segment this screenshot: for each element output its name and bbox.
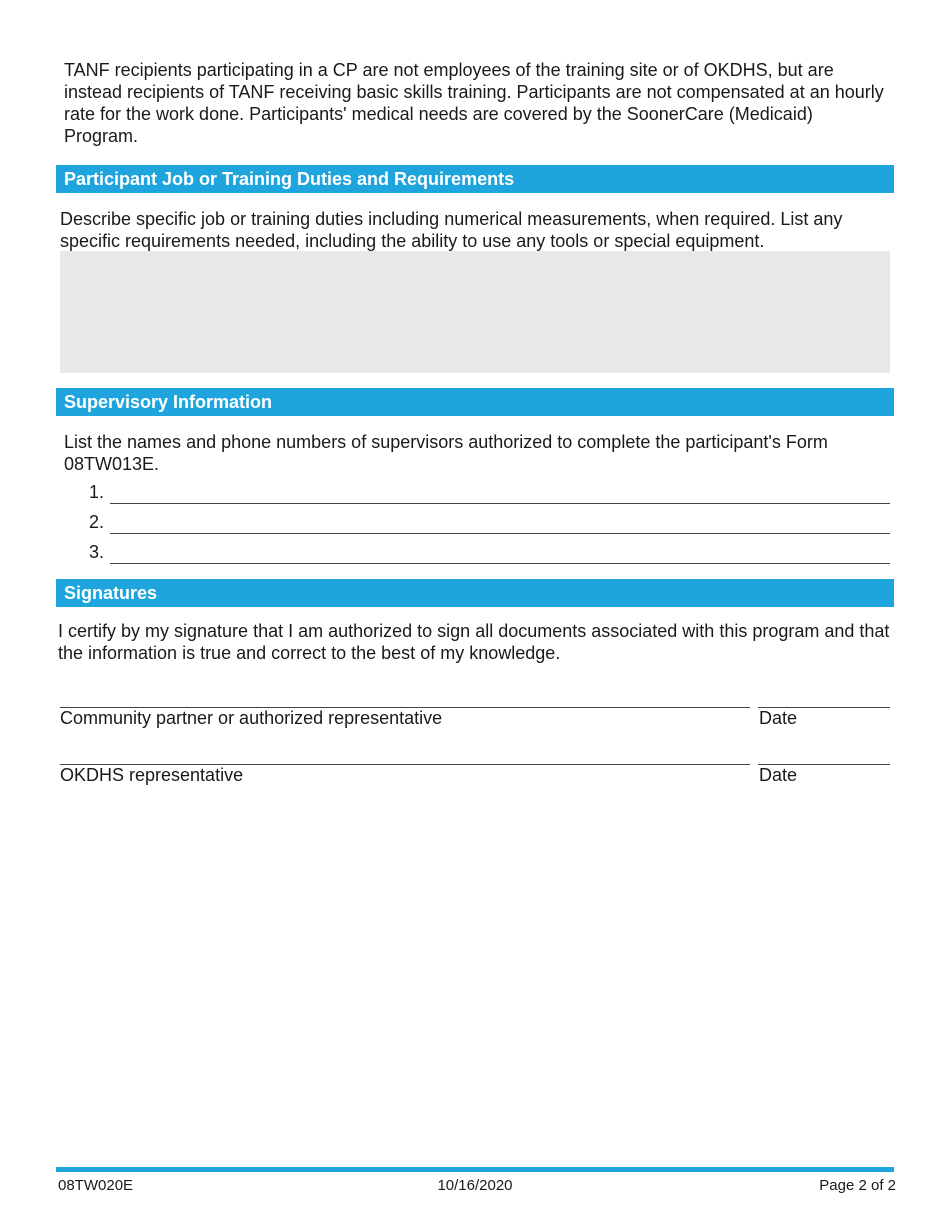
footer-divider: [56, 1167, 894, 1172]
duties-instructions: Describe specific job or training duties including numerical measurements, when required. List any specific requirements needed, including the ability to use any tools or special equipment.: [60, 209, 843, 251]
community-partner-date-label: Date: [759, 708, 798, 728]
footer-date: 10/16/2020: [437, 1177, 513, 1194]
supervisor-line-1[interactable]: [110, 503, 890, 504]
footer-page-number: Page 2 of 2: [819, 1177, 896, 1194]
intro-paragraph: TANF recipients participating in a CP are not employees of the training site or of OKDHS, but are instead recipients of TANF receiving basic skills training. Participants are not compensated at an hourly rate for the work done. Participants' medical needs are covered by the SoonerCare (Medicaid) Program.: [64, 60, 884, 146]
section-header-duties: Participant Job or Training Duties and Requirements: [56, 165, 894, 193]
supervisor-line-2[interactable]: [110, 533, 890, 534]
section-header-supervisory: Supervisory Information: [56, 388, 894, 416]
okdhs-representative-label: OKDHS representative: [60, 765, 244, 785]
supervisory-instructions: List the names and phone numbers of supervisors authorized to complete the participant's Form 08TW013E.: [64, 432, 828, 474]
supervisor-number-3: 3.: [88, 542, 104, 562]
section-header-signatures: Signatures: [56, 579, 894, 607]
duties-textarea[interactable]: [60, 251, 890, 373]
footer-form-code: 08TW020E: [58, 1177, 134, 1194]
certify-statement: I certify by my signature that I am authorized to sign all documents associated with this program and that the information is true and correct to the best of my knowledge.: [58, 621, 890, 663]
supervisor-line-3[interactable]: [110, 563, 890, 564]
supervisor-number-1: 1.: [88, 482, 104, 502]
okdhs-date-label: Date: [759, 765, 798, 785]
community-partner-label: Community partner or authorized representative: [60, 708, 443, 728]
supervisor-number-2: 2.: [88, 512, 104, 532]
